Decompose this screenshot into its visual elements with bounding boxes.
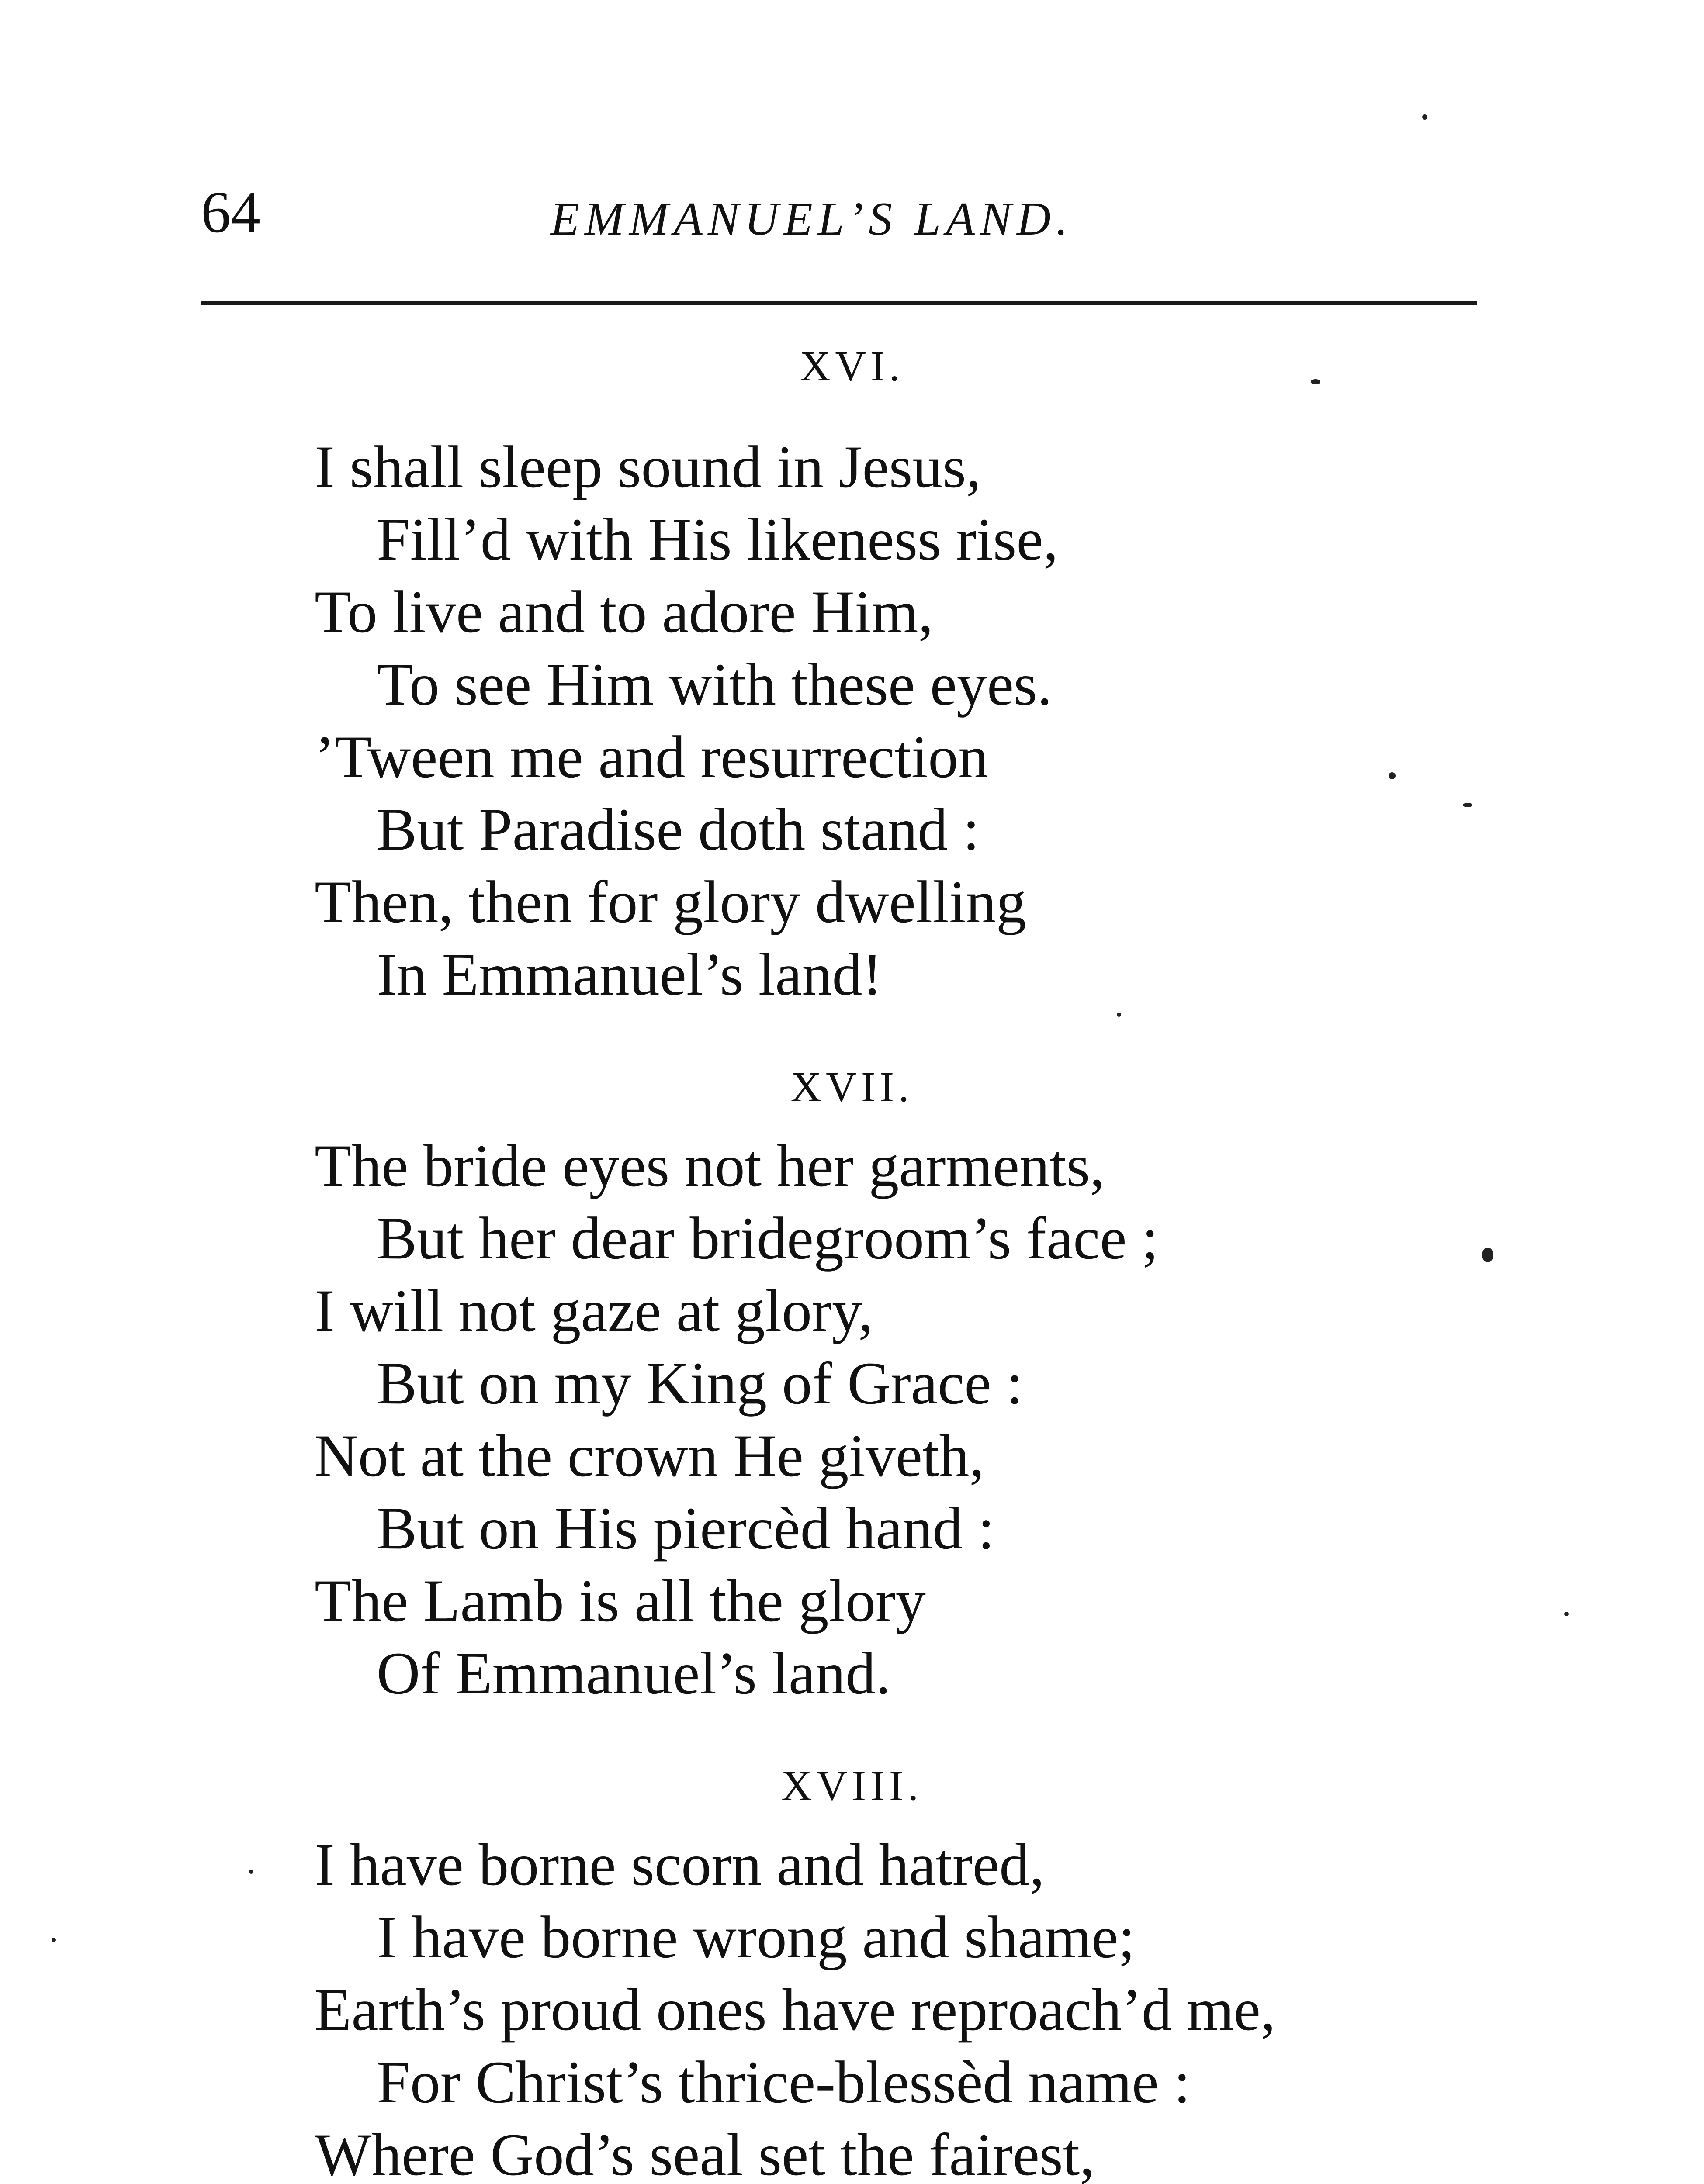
verse-line: But on His piercèd hand : [377, 1495, 995, 1562]
scan-speck [1389, 772, 1396, 779]
scan-speck [1422, 114, 1427, 120]
verse-line: But her dear bridegroom’s face ; [377, 1205, 1159, 1272]
scan-speck [1564, 1612, 1569, 1616]
running-title: EMMANUEL’S LAND. [551, 193, 1073, 245]
scan-speck [1463, 803, 1472, 807]
verse-line: ’Tween me and resurrection [315, 723, 989, 790]
verse-line: I have borne wrong and shame; [377, 1904, 1135, 1970]
verse-line: To see Him with these eyes. [377, 651, 1053, 718]
scan-speck [52, 1938, 56, 1942]
verse-line: The bride eyes not her garments, [315, 1132, 1105, 1199]
verse-line: Not at the crown He giveth, [315, 1422, 984, 1489]
verse-line: Fill’d with His likeness rise, [377, 506, 1059, 573]
scan-speck [1482, 1248, 1493, 1262]
verse-line: To live and to adore Him, [315, 578, 933, 645]
verse-line: Of Emmanuel’s land. [377, 1640, 891, 1707]
verse-line: I will not gaze at glory, [315, 1277, 873, 1344]
scan-speck [249, 1870, 253, 1874]
verse-line: For Christ’s thrice-blessèd name : [377, 2049, 1191, 2115]
stanza-number-xviii: XVIII. [781, 1762, 923, 1810]
verse-line: The Lamb is all the glory [315, 1567, 926, 1634]
verse-line: I shall sleep sound in Jesus, [315, 433, 981, 500]
scan-speck [1311, 379, 1320, 384]
verse-line: In Emmanuel’s land! [377, 941, 883, 1008]
scan-speck [1117, 1013, 1121, 1017]
stanza-number-xvii: XVII. [790, 1064, 914, 1111]
verse-line: Where God’s seal set the fairest, [315, 2121, 1095, 2184]
verse-line: But on my King of Grace : [377, 1350, 1023, 1417]
verse-line: Earth’s proud ones have reproach’d me, [315, 1976, 1276, 2043]
stanza-number-xvi: XVI. [800, 343, 904, 390]
verse-line: But Paradise doth stand : [377, 796, 980, 863]
header-rule [201, 301, 1477, 305]
verse-line: I have borne scorn and hatred, [315, 1831, 1045, 1898]
page-number: 64 [201, 180, 260, 245]
verse-line: Then, then for glory dwelling [315, 868, 1026, 935]
